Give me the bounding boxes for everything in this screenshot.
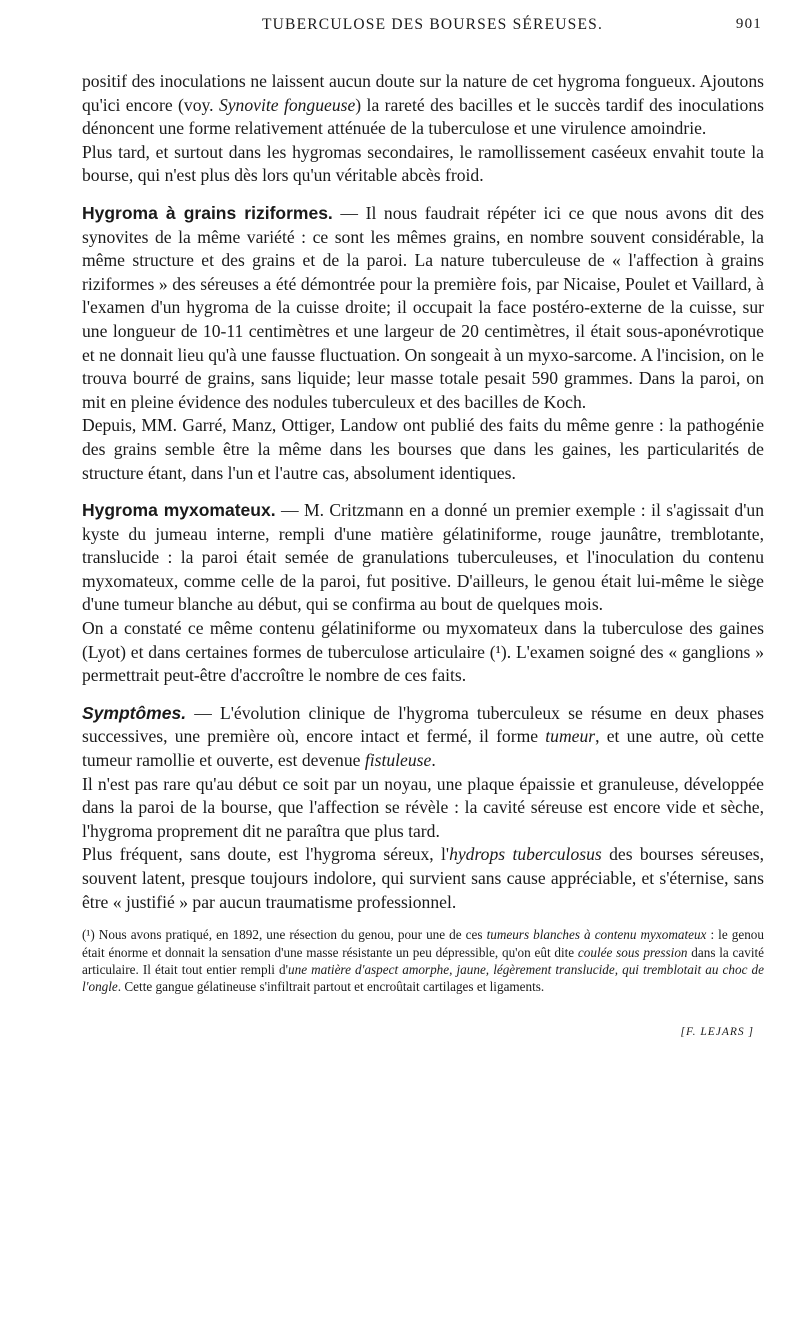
footnote-marker: (¹) bbox=[82, 927, 95, 943]
paragraph-hygroma-riziformes: Hygroma à grains riziformes. — Il nous faudrait répéter ici ce que nous avons dit des synovites de la même variété : ce sont les mêmes grains, en nombre souvent considérable, la même structure et des grains et de la paroi. La nature tuberculeuse de « l'affection à grains riziformes » des séreuses a été démontrée pour la première fois, par Nicaise, Poulet et Vaillard, à l'examen d'un hygroma de la cuisse droite; il occupait la face postéro-externe de la cuisse, sur une longueur de 10-11 centimètres et une largeur de 20 centimètres, il était sous-aponévrotique et ne donnait lieu qu'à une fausse fluctuation. On songeait à un myxo-sarcome. A l'incision, on le trouva bourré de grains, sans liquide; leur masse totale pesait 590 grammes. Dans la paroi, on mit en pleine évidence des nodules tuberculeux et des bacilles de Koch. bbox=[82, 202, 764, 412]
author-signature: [F. LEJARS ] bbox=[680, 1025, 754, 1038]
paragraph-2: Plus tard, et surtout dans les hygromas secondaires, le ramollissement caséeux envahit toute la bourse, qui n'est plus dès lors qu'un véritable abcès froid. bbox=[82, 141, 764, 186]
paragraph-8: Il n'est pas rare qu'au début ce soit par un noyau, une plaque épaissie et granuleuse, développée dans la paroi de la bourse, que l'affection se révèle : la cavité séreuse est encore vide et sèche, l'hygroma proprement dit ne paraîtra que plus tard. bbox=[82, 773, 764, 841]
footnote: (¹) Nous avons pratiqué, en 1892, une résection du genou, pour une de ces tumeurs blanches à contenu myxomateux : le genou était énorme et donnait la sensation d'une masse résistante un peu dépressible, qu'on eût dite coulée sous pression dans la cavité articulaire. Il était tout entier rempli d'une matière d'aspect amorphe, jaune, légèrement translucide, qui tremblotait au choc de l'ongle. Cette gangue gélatineuse s'infiltrait partout et encroûtait cartilages et ligaments. bbox=[82, 927, 764, 995]
section-heading: Symptômes. bbox=[82, 702, 187, 723]
paragraph-1: positif des inoculations ne laissent aucun doute sur la nature de cet hygroma fongueux. Ajoutons qu'ici encore (voy. Synovite fongueuse) la rareté des bacilles et le succès tardif des inoculations dénoncent une forme relativement atténuée de la tuberculose et une virulence amoindrie. bbox=[82, 71, 764, 139]
running-title: TUBERCULOSE DES BOURSES SÉREUSES. bbox=[262, 16, 604, 33]
section-heading: Hygroma myxomateux. bbox=[82, 500, 276, 521]
running-header bbox=[82, 14, 764, 40]
paragraph-9: Plus fréquent, sans doute, est l'hygroma séreux, l'hydrops tuberculosus des bourses séreuses, souvent latent, presque toujours indolore, qui survient sans cause appréciable, et s'éternise, sans être « justifié » par aucun traumatisme professionnel. bbox=[82, 844, 765, 912]
page-number: 901 bbox=[735, 16, 762, 32]
paragraph-hygroma-myxomateux: Hygroma myxomateux. — M. Critzmann en a donné un premier exemple : il s'agissait d'un kyste du jumeau interne, rempli d'une matière gélatiniforme, rouge jaunâtre, tremblotante, translucide : la paroi était semée de granulations tuberculeuses, et l'inoculation du contenu myxomateux, comme celle de la paroi, fut positive. D'ailleurs, le genou était lui-même le siège d'une tumeur blanche au début, qui se confirma au bout de quelques mois. bbox=[82, 500, 764, 615]
paragraph-6: On a constaté ce même contenu gélatiniforme ou myxomateux dans la tuberculose des gaines (Lyot) et dans certaines formes de tuberculose articulaire (¹). L'examen soigné des « ganglions » permettrait peut-être d'accroître le nombre de ces faits. bbox=[82, 618, 764, 686]
article-body bbox=[82, 70, 764, 914]
section-heading: Hygroma à grains riziformes. bbox=[82, 202, 333, 223]
italic-term: Synovite fongueuse bbox=[218, 94, 356, 115]
paragraph-symptomes: Symptômes. — L'évolution clinique de l'hygroma tuberculeux se résume en deux phases successives, une première où, encore intact et fermé, il forme tumeur, et une autre, où cette tumeur ramollie et ouverte, est devenue fistuleuse. bbox=[82, 702, 764, 771]
paragraph-4: Depuis, MM. Garré, Manz, Ottiger, Landow ont publié des faits du même genre : la pathogénie des grains semble être la même dans les bourses que dans les gaines, les particularités de structure étant, dans l'un et l'autre cas, absolument identiques. bbox=[82, 415, 764, 483]
